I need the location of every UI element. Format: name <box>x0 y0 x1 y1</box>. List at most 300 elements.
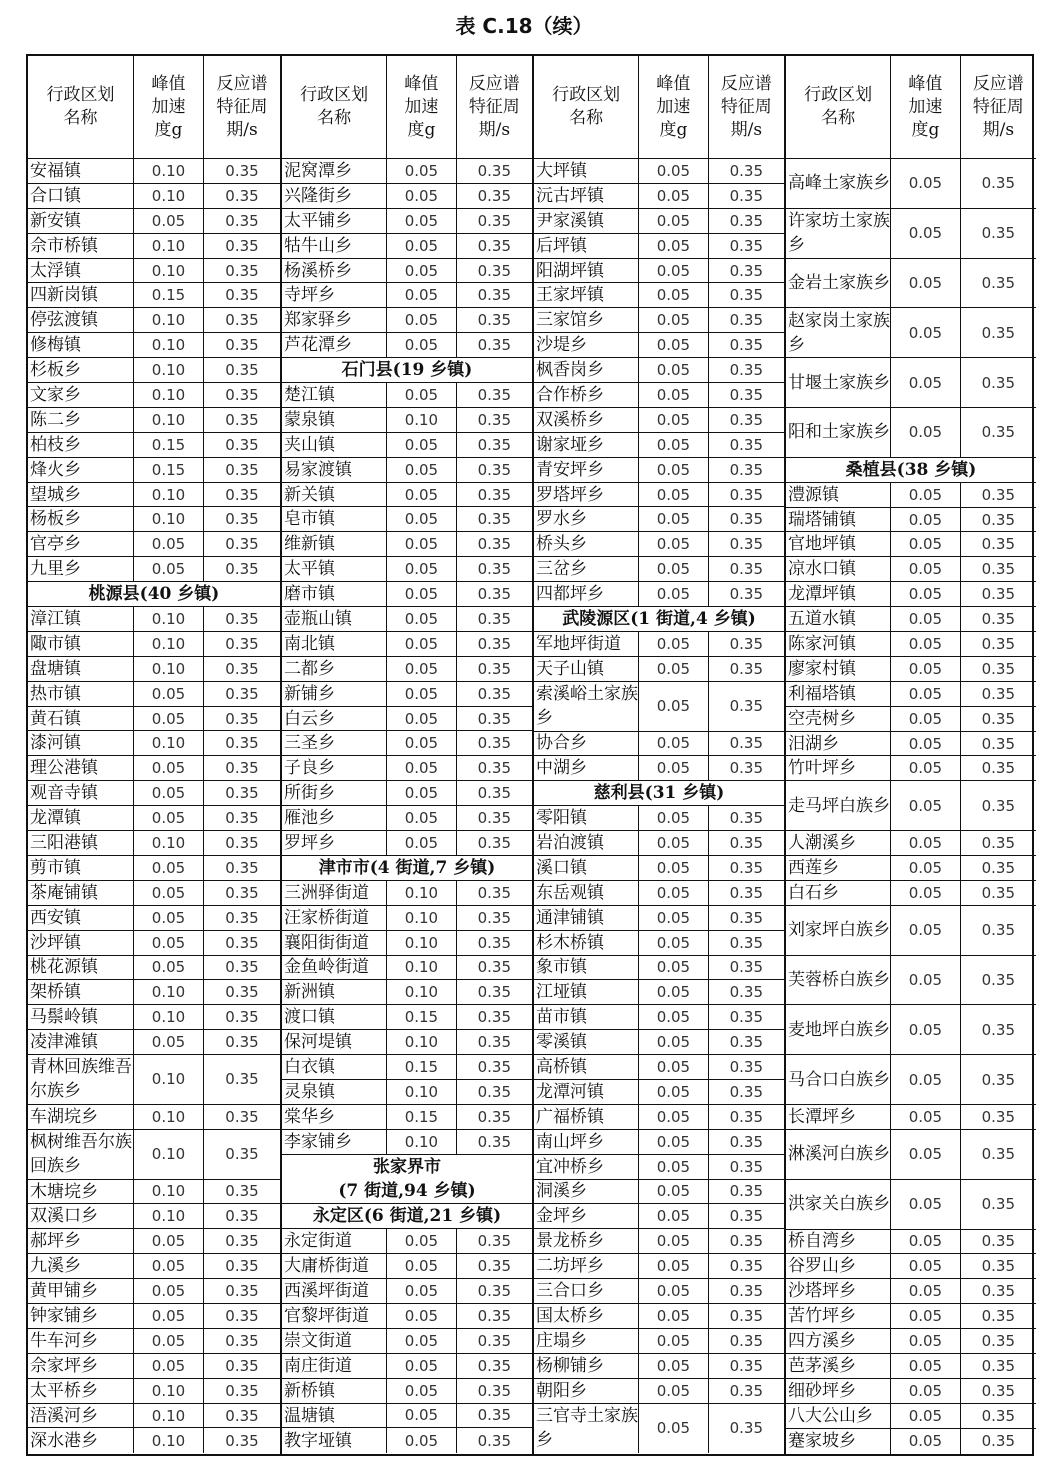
cell-name <box>282 1304 387 1328</box>
cell-name <box>28 383 134 407</box>
cell-period: 0.35 <box>729 1008 763 1027</box>
cell-period: 0.35 <box>477 709 511 728</box>
cell-pga: 0.05 <box>639 1180 708 1204</box>
cell-name-text: 杉板乡 <box>30 360 81 381</box>
cell-period: 0.35 <box>225 1331 259 1350</box>
cell-name-text: 龙潭河镇 <box>536 1081 604 1102</box>
cell-name-text: 长潭坪乡 <box>788 1106 856 1127</box>
cell-name <box>786 1180 891 1229</box>
cell-name-text: 马合口白族乡 <box>788 1069 890 1090</box>
table-row <box>282 1354 532 1379</box>
cell-name <box>534 756 639 780</box>
cell-name <box>282 1105 387 1129</box>
table-row <box>28 756 280 781</box>
table-row <box>534 358 784 383</box>
cell-name <box>534 1030 639 1054</box>
cell-period: 0.35 <box>981 1020 1015 1039</box>
cell-period: 0.35 <box>225 709 259 728</box>
cell-pga: 0.05 <box>134 532 204 556</box>
cell-period: 0.35 <box>225 784 259 803</box>
table-row <box>534 1130 784 1155</box>
cell-period: 0.35 <box>981 174 1015 193</box>
cell-name <box>786 209 891 258</box>
cell-name <box>534 458 639 482</box>
cell-pga: 0.05 <box>387 557 456 581</box>
cell-name-text: 茶庵铺镇 <box>30 882 98 903</box>
cell-name-text: 景龙桥乡 <box>536 1231 604 1252</box>
cell-name-text: 赵家岗土家族乡 <box>788 310 890 355</box>
table-row <box>786 1180 1036 1230</box>
cell-pga: 0.05 <box>891 1254 960 1278</box>
cell-pga: 0.05 <box>387 1329 456 1353</box>
cell-name-text: 零阳镇 <box>536 808 587 829</box>
cell-name <box>28 1055 134 1104</box>
table-row <box>786 1404 1036 1429</box>
cell-period: 0.35 <box>729 286 763 305</box>
cell-name-text: 蒙泉镇 <box>284 409 335 430</box>
cell-period: 0.35 <box>981 373 1015 392</box>
table-row <box>282 607 532 632</box>
cell-period: 0.35 <box>225 833 259 852</box>
cell-period: 0.35 <box>981 659 1015 678</box>
cell-name <box>28 806 134 830</box>
cell-name <box>28 507 134 531</box>
cell-name-text: 维新镇 <box>284 534 335 555</box>
table-row <box>786 732 1036 757</box>
cell-pga: 0.05 <box>891 856 960 880</box>
cell-pga: 0.05 <box>639 458 708 482</box>
cell-name-text: 谢家垭乡 <box>536 434 604 455</box>
cell-name-text: 苗市镇 <box>536 1007 587 1028</box>
cell-period: 0.35 <box>729 1419 763 1438</box>
table-row <box>28 806 280 831</box>
cell-name-text: 雁池乡 <box>284 808 335 829</box>
cell-pga: 0.10 <box>134 831 204 855</box>
cell-period: 0.35 <box>729 1107 763 1126</box>
cell-name-text: 新洲镇 <box>284 982 335 1003</box>
cell-name <box>786 1230 891 1254</box>
cell-period: 0.35 <box>729 697 763 716</box>
cell-name <box>28 1428 134 1453</box>
cell-name-text: 金鱼岭街道 <box>284 957 369 978</box>
cell-period: 0.35 <box>477 659 511 678</box>
cell-pga: 0.05 <box>639 383 708 407</box>
cell-pga: 0.05 <box>639 532 708 556</box>
cell-name <box>28 458 134 482</box>
cell-name-text: 许家坊土家族乡 <box>788 211 890 256</box>
cell-period: 0.35 <box>981 759 1015 778</box>
cell-period: 0.35 <box>477 634 511 653</box>
cell-pga: 0.05 <box>387 731 456 755</box>
cell-name <box>28 358 134 382</box>
cell-period: 0.35 <box>225 560 259 579</box>
cell-name <box>534 259 639 283</box>
cell-name-text: 谷罗山乡 <box>788 1256 856 1277</box>
cell-name-text: 南庄街道 <box>284 1355 352 1376</box>
table-column <box>280 56 532 1454</box>
cell-name-text: 漳江镇 <box>30 608 81 629</box>
cell-period: 0.35 <box>477 983 511 1002</box>
cell-name-text: 新桥镇 <box>284 1380 335 1401</box>
cell-pga: 0.10 <box>134 1428 204 1453</box>
cell-name-text: 温塘镇 <box>284 1405 335 1426</box>
table-row <box>28 1428 280 1453</box>
cell-pga: 0.05 <box>134 682 204 706</box>
cell-name <box>786 557 891 581</box>
table-row <box>786 557 1036 582</box>
cell-name-text: 象市镇 <box>536 957 587 978</box>
cell-name <box>282 831 387 855</box>
cell-name-text: 蹇家坡乡 <box>788 1431 856 1452</box>
cell-pga: 0.05 <box>639 1254 708 1278</box>
cell-period: 0.35 <box>729 1033 763 1052</box>
table-row <box>786 781 1036 831</box>
cell-pga: 0.05 <box>134 1329 204 1353</box>
cell-name-text: 大坪镇 <box>536 160 587 181</box>
table-row <box>282 1030 532 1055</box>
table-row <box>534 383 784 408</box>
cell-name-text: 停弦渡镇 <box>30 310 98 331</box>
cell-name-text: 三圣乡 <box>284 733 335 754</box>
cell-period: 0.35 <box>477 211 511 230</box>
cell-pga: 0.05 <box>891 756 960 780</box>
cell-name-text: 新关镇 <box>284 484 335 505</box>
cell-name <box>28 483 134 507</box>
table-row <box>786 632 1036 657</box>
table-row <box>534 1304 784 1329</box>
header-name: 行政区划名称 <box>28 56 134 158</box>
table-row <box>786 906 1036 956</box>
cell-name <box>28 781 134 805</box>
table-row <box>28 1030 280 1055</box>
cell-pga: 0.05 <box>134 1304 204 1328</box>
cell-name <box>282 1130 387 1154</box>
section-heading-text: 永定区(6 街道,21 乡镇) <box>312 1206 502 1227</box>
cell-name-text: 东岳观镇 <box>536 882 604 903</box>
cell-period: 0.35 <box>477 311 511 330</box>
cell-name <box>282 1279 387 1303</box>
cell-period: 0.35 <box>981 224 1015 243</box>
cell-name <box>534 1204 639 1228</box>
cell-name <box>28 1229 134 1253</box>
cell-name-text: 朝阳乡 <box>536 1380 587 1401</box>
cell-pga: 0.05 <box>891 732 960 756</box>
cell-name-text: 郑家驿乡 <box>284 310 352 331</box>
cell-period: 0.35 <box>225 1356 259 1375</box>
cell-name <box>786 483 891 507</box>
table-row <box>28 1180 280 1205</box>
cell-name <box>282 582 387 606</box>
header-name: 行政区划名称 <box>282 56 387 158</box>
cell-period: 0.35 <box>729 834 763 852</box>
cell-name <box>786 1329 891 1353</box>
cell-pga: 0.05 <box>639 657 708 681</box>
table-row <box>282 333 532 358</box>
cell-name <box>282 682 387 706</box>
cell-name <box>282 956 387 980</box>
cell-pga: 0.15 <box>387 1005 456 1029</box>
cell-name-text: 烽火乡 <box>30 459 81 480</box>
cell-pga: 0.05 <box>891 1404 960 1428</box>
cell-pga: 0.05 <box>639 856 708 880</box>
table-row <box>28 831 280 856</box>
cell-name <box>282 209 387 233</box>
table-row <box>282 433 532 458</box>
cell-name <box>534 956 639 980</box>
table-row <box>786 358 1036 408</box>
table-row <box>28 1404 280 1429</box>
cell-name <box>282 433 387 457</box>
cell-name-text: 黄石镇 <box>30 708 81 729</box>
cell-period: 0.35 <box>225 186 259 205</box>
cell-pga: 0.05 <box>387 1229 456 1253</box>
cell-pga: 0.05 <box>891 532 960 556</box>
cell-period: 0.35 <box>729 1207 763 1226</box>
cell-period: 0.35 <box>225 634 259 653</box>
cell-name-text: 三合口乡 <box>536 1281 604 1302</box>
cell-period: 0.35 <box>225 809 259 828</box>
cell-period: 0.35 <box>225 211 259 230</box>
cell-name-text: 竹叶坪乡 <box>788 758 856 779</box>
cell-period: 0.35 <box>225 1381 259 1400</box>
section-heading <box>534 781 784 806</box>
table-row <box>28 1055 280 1105</box>
cell-name-text: 高峰土家族乡 <box>788 173 890 194</box>
cell-period: 0.35 <box>477 1356 511 1375</box>
cell-period: 0.35 <box>225 535 259 554</box>
cell-name <box>282 1005 387 1029</box>
cell-name <box>786 1055 891 1104</box>
table-row <box>28 632 280 657</box>
cell-period: 0.35 <box>729 883 763 902</box>
table-row <box>534 632 784 657</box>
table-row <box>786 1005 1036 1055</box>
cell-period: 0.35 <box>729 361 763 380</box>
cell-name-text: 官亭乡 <box>30 534 81 555</box>
cell-name <box>28 308 134 332</box>
cell-name-text: 教字垭镇 <box>284 1430 352 1451</box>
table-row <box>28 931 280 956</box>
cell-pga: 0.05 <box>891 1005 960 1054</box>
cell-period: 0.35 <box>729 211 763 230</box>
cell-period: 0.35 <box>729 1306 763 1325</box>
cell-name-text: 青安坪乡 <box>536 459 604 480</box>
cell-pga: 0.05 <box>891 607 960 631</box>
cell-period: 0.35 <box>225 410 259 429</box>
cell-name-text: 泥窝潭乡 <box>284 160 352 181</box>
table-row <box>534 831 784 856</box>
cell-name <box>534 234 639 258</box>
cell-name <box>786 632 891 656</box>
cell-name <box>534 732 639 756</box>
section-heading-text: 石门县(19 乡镇) <box>341 360 473 381</box>
cell-name-text: 新铺乡 <box>284 683 335 704</box>
cell-period: 0.35 <box>225 759 259 778</box>
cell-name-text: 凌津滩镇 <box>30 1032 98 1053</box>
cell-name <box>534 333 639 357</box>
table-row <box>282 383 532 408</box>
cell-name <box>786 732 891 756</box>
table-row <box>786 1105 1036 1130</box>
cell-name-text: 人潮溪乡 <box>788 833 856 854</box>
table-row <box>534 557 784 582</box>
table-row <box>786 1354 1036 1379</box>
cell-pga: 0.05 <box>134 856 204 880</box>
table-row <box>28 731 280 756</box>
cell-pga: 0.15 <box>134 283 204 307</box>
cell-name <box>282 1030 387 1054</box>
table-row <box>28 283 280 308</box>
cell-pga: 0.05 <box>891 159 960 208</box>
cell-name-text: 宜冲桥乡 <box>536 1156 604 1177</box>
column-header <box>534 56 784 159</box>
table-row <box>282 632 532 657</box>
cell-pga: 0.05 <box>387 582 456 606</box>
cell-name <box>534 1055 639 1079</box>
cell-pga: 0.05 <box>134 1354 204 1378</box>
cell-name-text: 合作桥乡 <box>536 384 604 405</box>
cell-name-text: 木塘垸乡 <box>30 1181 98 1202</box>
cell-name <box>28 707 134 731</box>
cell-pga: 0.10 <box>387 881 456 905</box>
cell-name <box>282 283 387 307</box>
cell-period: 0.35 <box>981 1381 1015 1400</box>
cell-name-text: 金坪乡 <box>536 1206 587 1227</box>
table-row <box>282 532 532 557</box>
cell-name <box>534 532 639 556</box>
cell-name <box>534 433 639 457</box>
cell-pga: 0.05 <box>639 333 708 357</box>
cell-period: 0.35 <box>477 286 511 305</box>
cell-period: 0.35 <box>225 460 259 479</box>
header-pga: 峰值加速度g <box>891 56 960 158</box>
cell-pga: 0.05 <box>891 881 960 905</box>
cell-name <box>786 1005 891 1054</box>
cell-pga: 0.10 <box>134 1379 204 1403</box>
cell-period: 0.35 <box>729 734 763 753</box>
table-row <box>28 433 280 458</box>
cell-period: 0.35 <box>981 1107 1015 1126</box>
table-row <box>786 1429 1036 1454</box>
cell-name <box>28 632 134 656</box>
cell-period: 0.35 <box>981 634 1015 653</box>
table-row <box>28 856 280 881</box>
cell-period: 0.35 <box>981 684 1015 703</box>
cell-period: 0.35 <box>477 609 511 628</box>
cell-period: 0.35 <box>477 1257 511 1276</box>
table-row <box>28 458 280 483</box>
table-row <box>28 1204 280 1229</box>
cell-name-text: 白云乡 <box>284 708 335 729</box>
cell-period: 0.35 <box>225 286 259 305</box>
cell-pga: 0.05 <box>891 1055 960 1104</box>
table-row <box>28 1279 280 1304</box>
cell-pga: 0.05 <box>134 557 204 581</box>
section-heading <box>282 1155 532 1205</box>
cell-period: 0.35 <box>729 1331 763 1350</box>
cell-name-text: 阳和土家族乡 <box>788 422 890 443</box>
table-row <box>282 458 532 483</box>
table-row <box>28 682 280 707</box>
cell-name-text: 杨溪桥乡 <box>284 260 352 281</box>
cell-pga: 0.10 <box>134 507 204 531</box>
cell-pga: 0.10 <box>387 408 456 432</box>
cell-name-text: 南北镇 <box>284 633 335 654</box>
cell-name <box>786 1429 891 1454</box>
section-heading <box>534 607 784 632</box>
cell-name <box>282 1354 387 1378</box>
table-row <box>786 483 1036 508</box>
cell-name-text: 钟家铺乡 <box>30 1305 98 1326</box>
table-row <box>282 1130 532 1155</box>
cell-name-text: 车湖垸乡 <box>30 1106 98 1127</box>
cell-pga: 0.05 <box>387 657 456 681</box>
table-row <box>28 159 280 184</box>
cell-name-text: 西安镇 <box>30 907 81 928</box>
cell-name <box>534 1379 639 1403</box>
cell-name-text: 枫香岗乡 <box>536 360 604 381</box>
cell-name-text: 襄阳街街道 <box>284 932 369 953</box>
cell-name-text: 保河堤镇 <box>284 1032 352 1053</box>
cell-name-text: 凉水口镇 <box>788 559 856 580</box>
cell-name-text: 国太桥乡 <box>536 1305 604 1326</box>
cell-name <box>28 956 134 980</box>
cell-pga: 0.05 <box>639 1130 708 1154</box>
cell-period: 0.35 <box>729 186 763 205</box>
cell-name <box>534 582 639 606</box>
cell-pga: 0.05 <box>891 1230 960 1254</box>
cell-name <box>786 607 891 631</box>
cell-pga: 0.05 <box>639 756 708 780</box>
cell-period: 0.35 <box>981 585 1015 604</box>
cell-name-text: 沅古坪镇 <box>536 185 604 206</box>
cell-name-text: 望城乡 <box>30 484 81 505</box>
cell-period: 0.35 <box>225 1070 259 1089</box>
cell-name-text: 西莲乡 <box>788 858 839 878</box>
table-row <box>282 259 532 284</box>
table-row <box>786 1130 1036 1180</box>
table-row <box>534 1329 784 1354</box>
table-row <box>282 1105 532 1130</box>
table-row <box>28 906 280 931</box>
cell-name <box>282 259 387 283</box>
cell-name <box>534 1404 639 1454</box>
cell-period: 0.35 <box>477 336 511 355</box>
cell-name <box>786 1304 891 1328</box>
cell-pga: 0.05 <box>891 1180 960 1229</box>
cell-pga: 0.05 <box>387 184 456 208</box>
cell-name-text: 新安镇 <box>30 210 81 231</box>
cell-name <box>282 781 387 805</box>
table-row <box>534 209 784 234</box>
table-row <box>534 308 784 333</box>
cell-name <box>28 831 134 855</box>
cell-name <box>534 283 639 307</box>
cell-name-text: 八大公山乡 <box>788 1405 873 1426</box>
table-row <box>786 1230 1036 1255</box>
cell-name-text: 佘市桥镇 <box>30 235 98 256</box>
cell-pga: 0.10 <box>134 607 204 631</box>
cell-name <box>282 657 387 681</box>
cell-pga: 0.10 <box>134 731 204 755</box>
cell-pga: 0.05 <box>134 906 204 930</box>
cell-period: 0.35 <box>729 161 763 180</box>
cell-name-text: 中湖乡 <box>536 758 587 779</box>
table-row <box>282 582 532 607</box>
cell-name <box>534 1130 639 1154</box>
cell-period: 0.35 <box>477 1331 511 1350</box>
cell-period: 0.35 <box>477 734 511 753</box>
